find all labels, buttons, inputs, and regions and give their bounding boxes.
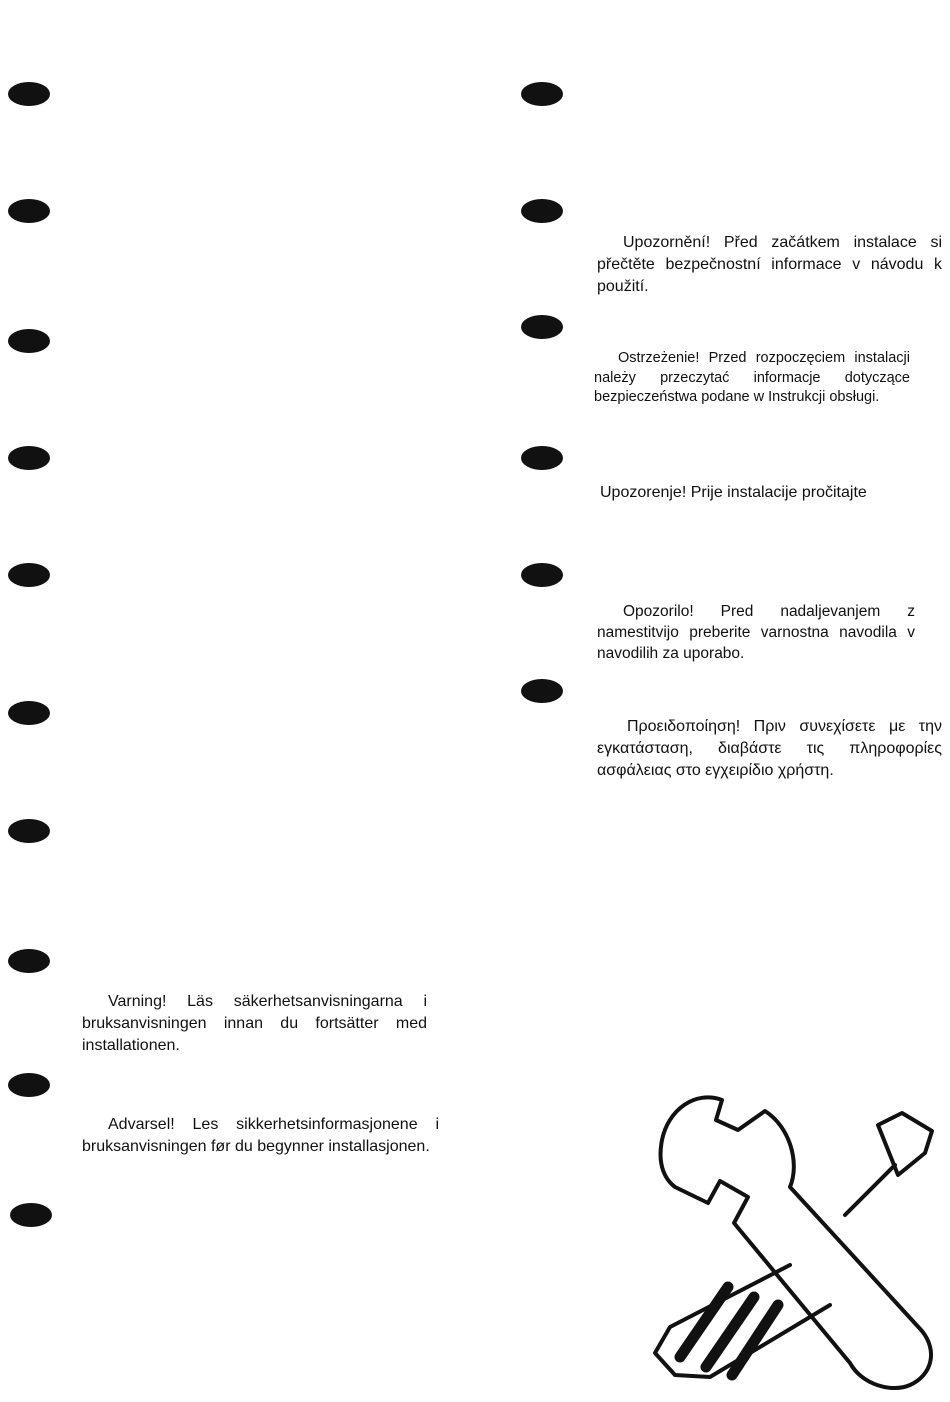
warning-text-czech: Upozornění! Před začátkem instalace si přečtěte bezpečnostní informace v návodu k použití.	[597, 234, 942, 295]
language-bullet-left-3	[8, 329, 50, 353]
language-bullet-left-4	[8, 446, 50, 470]
language-bullet-right-3	[521, 315, 563, 339]
language-bullet-left-7	[8, 819, 50, 843]
warning-text-croatian: Upozorenje! Prije instalacije pročitajte	[600, 484, 867, 501]
language-bullet-left-6	[8, 701, 50, 725]
warning-text-slovenian: Opozorilo! Pred nadaljevanjem z namestitvijo preberite varnostna navodila v navodilih za uporabo.	[597, 603, 915, 662]
warning-text-swedish: Varning! Läs säkerhetsanvisningarna i bruksanvisningen innan du fortsätter med installationen.	[82, 993, 427, 1054]
warning-text-polish: Ostrzeżenie! Przed rozpoczęciem instalacji należy przeczytać informacje dotyczące bezpieczeństwa podane w Instrukcji obsługi.	[594, 350, 910, 405]
language-bullet-right-2	[521, 199, 563, 223]
language-bullet-left-1	[8, 82, 50, 106]
language-bullet-right-6	[521, 679, 563, 703]
language-bullet-left-2	[8, 199, 50, 223]
language-bullet-left-8	[8, 949, 50, 973]
language-bullet-right-4	[521, 446, 563, 470]
language-bullet-left-9	[8, 1073, 50, 1097]
language-bullet-left-10	[10, 1203, 52, 1227]
warning-text-greek: Προειδοποίηση! Πριν συνεχίσετε με την εγκατάσταση, διαβάστε τις πληροφορίες ασφάλειας στο εγχειρίδιο χρήστη.	[597, 718, 942, 779]
wrench-screwdriver-icon	[640, 1095, 945, 1395]
language-bullet-right-5	[521, 563, 563, 587]
warning-text-norwegian: Advarsel! Les sikkerhetsinformasjonene i bruksanvisningen før du begynner installasjonen.	[82, 1116, 439, 1155]
language-bullet-left-5	[8, 563, 50, 587]
language-bullet-right-1	[521, 82, 563, 106]
